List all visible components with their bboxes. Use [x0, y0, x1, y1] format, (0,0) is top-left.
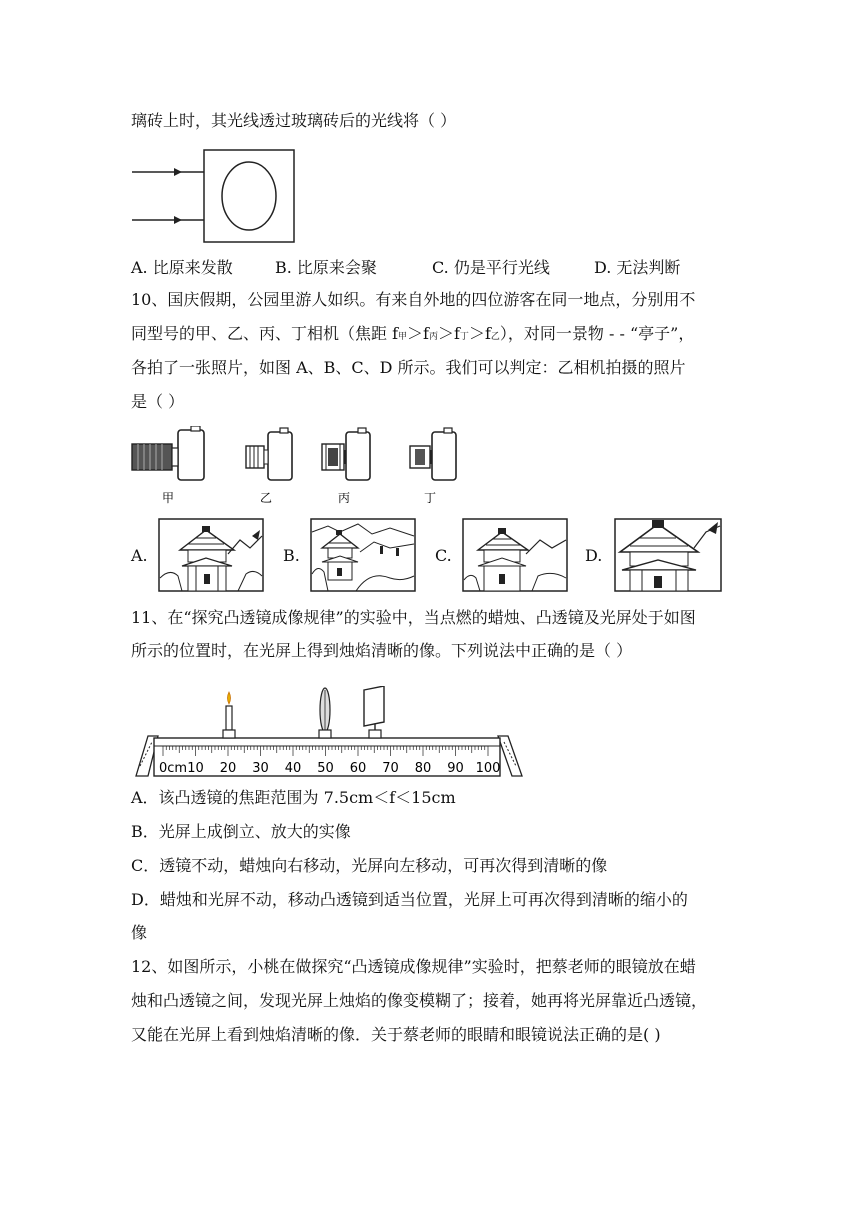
- ruler-tick-label: 50: [317, 761, 334, 776]
- cameras-diagram: [128, 426, 468, 508]
- pavilion-photo-a: [158, 518, 264, 592]
- camera-bing: [322, 428, 370, 480]
- q11-option-b: B．光屏上成倒立、放大的实像: [131, 822, 351, 841]
- photo-label-d: D.: [585, 546, 603, 565]
- camera-label-bing: 丙: [337, 491, 351, 505]
- ruler-tick-label: 20: [219, 761, 237, 776]
- q11-option-c: C．透镜不动，蜡烛向右移动，光屏向左移动，可再次得到清晰的像: [131, 856, 608, 875]
- q12-line1: 12、如图所示，小桃在做探究“凸透镜成像规律”实验时，把蔡老师的眼镜放在蜡: [131, 957, 696, 976]
- photo-label-a: A.: [131, 546, 148, 565]
- light-screen: [364, 686, 384, 738]
- q9-option-a: A. 比原来发散: [131, 258, 233, 277]
- q9-option-d: D. 无法判断: [594, 258, 681, 277]
- camera-yi: [246, 428, 292, 480]
- q10-line2: 同型号的甲、乙、丙、丁相机（焦距 f甲＞f丙＞f丁＞f乙），对同一景物 - - “亭子”，: [131, 324, 695, 343]
- q11-option-a: A．该凸透镜的焦距范围为 7.5cm＜f＜15cm: [131, 788, 456, 807]
- q11-option-d-line2: 像: [131, 923, 148, 942]
- q10-line1: 10、国庆假期，公园里游人如织。有来自外地的四位游客在同一地点，分别用不: [131, 290, 696, 309]
- q9-stem: 璃砖上时，其光线透过玻璃砖后的光线将（ ）: [131, 111, 457, 130]
- pavilion-photo-c: [462, 518, 568, 592]
- glass-brick-diagram: [128, 148, 300, 246]
- q12-line3: 又能在光屏上看到烛焰清晰的像．关于蔡老师的眼睛和眼镜说法正确的是( ): [131, 1025, 661, 1044]
- q11-option-d-line1: D．蜡烛和光屏不动，移动凸透镜到适当位置，光屏上可再次得到清晰的缩小的: [131, 890, 688, 909]
- q9-option-b: B. 比原来会聚: [275, 258, 377, 277]
- q12-line2: 烛和凸透镜之间，发现光屏上烛焰的像变模糊了；接着，她再将光屏靠近凸透镜，: [131, 991, 708, 1010]
- camera-label-ding: 丁: [423, 491, 437, 505]
- camera-ding: [410, 428, 456, 480]
- candle: [223, 692, 235, 738]
- q10-line3: 各拍了一张照片，如图 A、B、C、D 所示。我们可以判定：乙相机拍摄的照片: [131, 358, 686, 377]
- q11-line2: 所示的位置时，在光屏上得到烛焰清晰的像。下列说法中正确的是（ ）: [131, 641, 633, 660]
- optical-bench-diagram: [132, 686, 524, 780]
- q10-line4: 是（ ）: [131, 392, 185, 411]
- pavilion-photo-b: [310, 518, 416, 592]
- ruler-tick-label: 60: [349, 761, 367, 776]
- pavilion-photo-d: [614, 518, 722, 592]
- ruler-tick-label: 40: [284, 761, 302, 776]
- camera-jia: [132, 426, 204, 480]
- photo-label-c: C.: [435, 546, 452, 565]
- ruler-tick-label: 90: [447, 761, 464, 776]
- ruler-tick-label: 100: [475, 761, 501, 776]
- photo-label-b: B.: [283, 546, 300, 565]
- camera-label-yi: 乙: [259, 491, 273, 505]
- camera-label-jia: 甲: [161, 491, 175, 505]
- ruler-tick-label: 30: [252, 761, 269, 776]
- ruler-tick-label: 70: [382, 761, 399, 776]
- q9-option-c: C. 仍是平行光线: [432, 258, 550, 277]
- ruler-unit-label: 0cm: [159, 761, 188, 776]
- convex-lens: [319, 688, 331, 738]
- ruler-tick-label: 10: [187, 761, 204, 776]
- ruler-tick-label: 80: [414, 761, 432, 776]
- q11-line1: 11、在“探究凸透镜成像规律”的实验中，当点燃的蜡烛、凸透镜及光屏处于如图: [131, 608, 696, 627]
